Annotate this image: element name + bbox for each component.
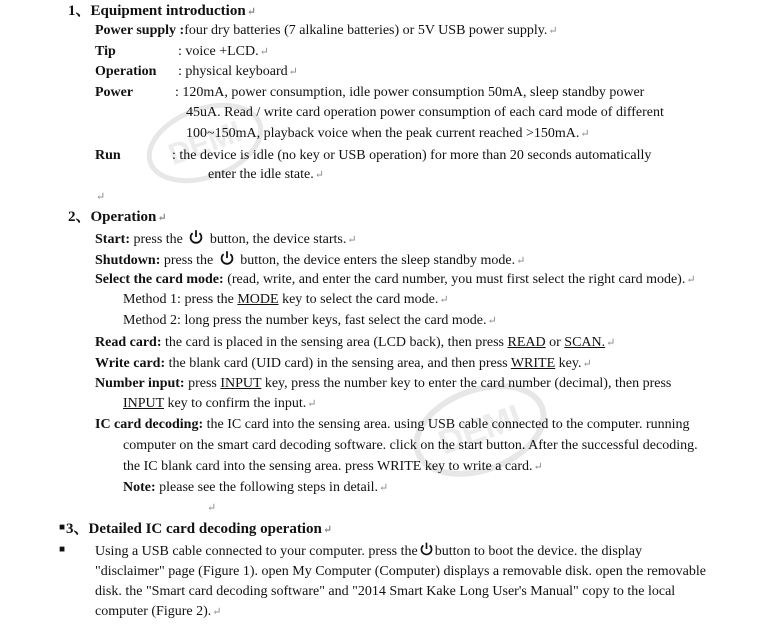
number-input-row-2: INPUT key to confirm the input.↵ [123, 396, 317, 411]
power-supply-row [95, 21, 558, 41]
paragraph-return-icon: ↵ [212, 606, 222, 618]
write-card-label: Write card: [95, 356, 166, 371]
paragraph-return-icon: ↵ [580, 128, 590, 140]
paragraph-return-icon: ↵ [207, 502, 217, 514]
watermark-text: DEMI [164, 115, 247, 172]
paragraph-return-icon: ↵ [246, 6, 256, 18]
write-card-row: Write card: the blank card (UID card) in the sensing area, and then press WRITE key.↵ [95, 356, 592, 371]
note-row: Note: please see the following steps in detail.↵ [123, 480, 389, 495]
paragraph-return-icon: ↵ [582, 358, 592, 370]
paragraph-return-icon: ↵ [347, 234, 357, 246]
select-mode-row: Select the card mode: (read, write, and enter the card number, you must first select the right card mode).↵ [95, 272, 696, 287]
operation-text: : physical keyboard↵ [178, 64, 298, 79]
write-key: WRITE [510, 356, 556, 371]
tip-text: : voice +LCD.↵ [178, 44, 269, 59]
note-label: Note: [123, 480, 156, 495]
ic-decoding-row-2: computer on the smart card decoding software. click on the start button. After the successful decoding. [123, 438, 698, 453]
paragraph-return-icon: ↵ [439, 294, 449, 306]
paragraph-return-icon: ↵ [322, 524, 333, 536]
paragraph-return-icon: ↵ [516, 255, 526, 267]
read-card-row: Read card: the card is placed in the sensing area (LCD back), then press READ or SCAN.↵ [95, 335, 616, 350]
number-input-row: Number input: press INPUT key, press the number key to enter the card number (decimal), then press [95, 376, 672, 391]
empty-paragraph [95, 187, 105, 207]
section3-para-4: computer (Figure 2).↵ [95, 604, 222, 619]
paragraph-return-icon: ↵ [533, 461, 543, 473]
input-key: INPUT [123, 396, 164, 411]
section2-heading: 2、Operation↵ [68, 209, 167, 225]
run-label: Run [95, 148, 121, 163]
power-icon [419, 541, 434, 557]
section3-para-2: "disclaimer" page (Figure 1). open My Computer (Computer) displays a removable disk. open the removable [95, 564, 706, 579]
paragraph-return-icon: ↵ [314, 169, 324, 181]
section3-heading: 3、Detailed IC card decoding operation↵ [66, 521, 333, 537]
paragraph-return-icon: ↵ [606, 337, 616, 349]
ic-decoding-row: IC card decoding: the IC card into the sensing area. using USB cable connected to the computer. running [95, 417, 690, 432]
paragraph-return-icon: ↵ [686, 274, 696, 286]
read-key: READ [507, 335, 546, 350]
paragraph-return-icon: ↵ [307, 398, 317, 410]
power-text-1: : 120mA, power consumption, idle power consumption 50mA, sleep standby power [175, 85, 645, 100]
method2-row: Method 2: long press the number keys, fast select the card mode.↵ [123, 313, 497, 328]
scan-key: SCAN. [564, 335, 606, 350]
power-text-2: 45uA. Read / write card operation power consumption of each card mode of different [186, 105, 664, 120]
ic-decoding-label: IC card decoding: [95, 417, 204, 432]
power-supply-text: four dry batteries (7 alkaline batteries) or 5V USB power supply. [184, 23, 548, 38]
watermark-text: DEMI [433, 397, 527, 463]
paragraph-return-icon: ↵ [379, 482, 389, 494]
read-card-label: Read card: [95, 335, 162, 350]
run-text-1: : the device is idle (no key or USB operation) for more than 20 seconds automatically [172, 148, 652, 163]
power-icon [219, 250, 235, 266]
run-text-2: enter the idle state.↵ [208, 167, 324, 182]
list-bullet: ■ [59, 544, 66, 555]
paragraph-return-icon: ↵ [548, 25, 558, 37]
input-key: INPUT [220, 376, 262, 391]
power-label: Power [95, 85, 134, 100]
paragraph-return-icon: ↵ [96, 191, 106, 203]
power-text-3: 100~150mA, playback voice when the peak current reached >150mA.↵ [186, 126, 590, 141]
operation-label: Operation [95, 64, 157, 79]
start-row: Start: press the button, the device starts.↵ [95, 229, 357, 250]
list-bullet: ■ [59, 522, 66, 533]
paragraph-return-icon: ↵ [487, 315, 497, 327]
paragraph-return-icon: ↵ [259, 46, 269, 58]
paragraph-return-icon: ↵ [288, 66, 298, 78]
empty-paragraph [206, 498, 216, 518]
ic-decoding-row-3: the IC blank card into the sensing area. press WRITE key to write a card.↵ [123, 459, 543, 474]
section3-para-3: disk. the "Smart card decoding software" and "2014 Smart Kake Long User's Manual" copy to the local [95, 584, 676, 599]
mode-key: MODE [237, 292, 279, 307]
power-supply-label: Power supply : [95, 23, 185, 38]
section3-para-1: Using a USB cable connected to your computer. press the button to boot the device. the display [95, 541, 642, 562]
shutdown-label: Shutdown: [95, 253, 161, 268]
paragraph-return-icon: ↵ [157, 212, 167, 224]
select-mode-label: Select the card mode: [95, 272, 224, 287]
start-label: Start: [95, 232, 130, 247]
number-input-label: Number input: [95, 376, 185, 391]
section1-heading: 1、Equipment introduction↵ [68, 3, 256, 19]
method1-row: Method 1: press the MODE key to select the card mode.↵ [123, 292, 449, 307]
tip-label: Tip [95, 44, 116, 59]
power-icon [188, 229, 204, 245]
shutdown-row: Shutdown: press the button, the device enters the sleep standby mode.↵ [95, 250, 525, 271]
